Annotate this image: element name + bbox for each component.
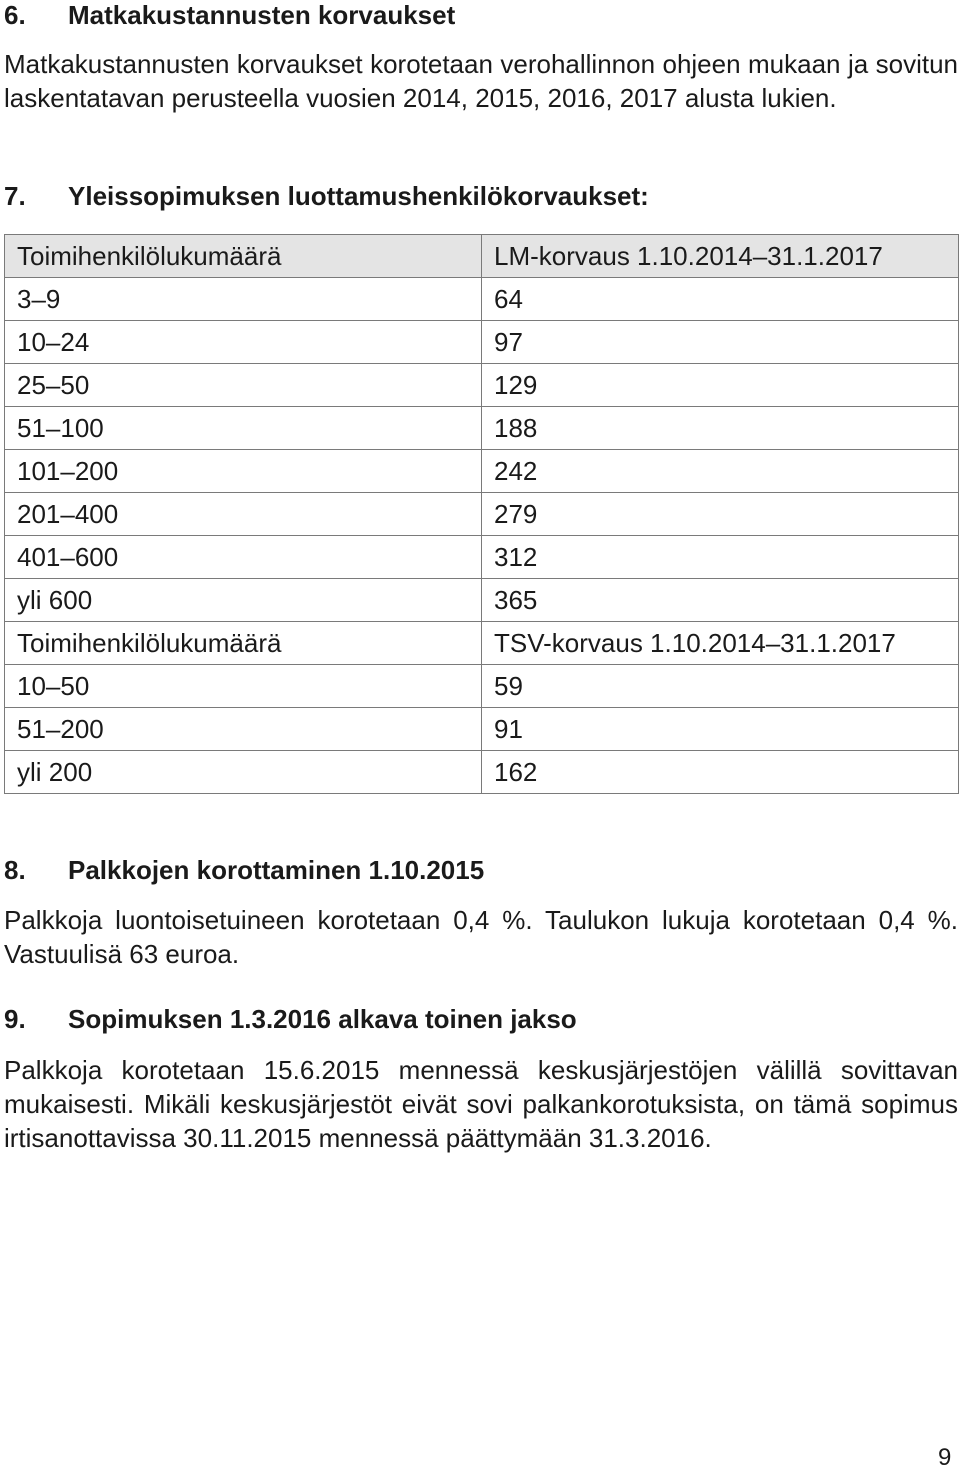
section-7-title: Yleissopimuksen luottamushenkilökorvaukset:: [68, 181, 649, 211]
table-row: [5, 364, 959, 407]
table-header-cell: Toimihenkilölukumäärä: [5, 235, 482, 278]
table-row: [5, 536, 959, 579]
section-8-title: Palkkojen korottaminen 1.10.2015: [68, 855, 485, 885]
section-6-paragraph: Matkakustannusten korvaukset korotetaan verohallinnon ohjeen mukaan ja sovitun laskentatavan perusteella vuosien 2014, 2015, 2016, 2017 alusta lukien.: [4, 49, 958, 113]
table-cell: 3–9: [5, 278, 482, 321]
page-number: 9: [938, 1444, 952, 1471]
table-cell: yli 600: [5, 579, 482, 622]
table-row: [5, 493, 959, 536]
section-9-title: Sopimuksen 1.3.2016 alkava toinen jakso: [68, 1004, 577, 1034]
section-8-heading: [4, 855, 484, 886]
table-cell: yli 200: [5, 751, 482, 794]
table-cell: 312: [482, 536, 959, 579]
table-cell: 242: [482, 450, 959, 493]
table-row: [5, 665, 959, 708]
section-9-paragraph: Palkkoja korotetaan 15.6.2015 mennessä keskusjärjestöjen välillä sovittavan mukaisesti. Mikäli keskusjärjestöt eivät sovi palkankorotuksista, on tämä sopimus irtisanottavissa 30.11.2015 mennessä päättymään 31.3.2016.: [4, 1055, 958, 1153]
section-9-number: 9.: [4, 1004, 26, 1034]
table-subheader-row-tsv: [5, 622, 959, 665]
table-cell: 129: [482, 364, 959, 407]
section-6-title: Matkakustannusten korvaukset: [68, 0, 456, 30]
table-cell: 101–200: [5, 450, 482, 493]
section-6-number: 6.: [4, 0, 26, 30]
table-cell: 10–24: [5, 321, 482, 364]
table-cell: 279: [482, 493, 959, 536]
section-8-paragraph: Palkkoja luontoisetuineen korotetaan 0,4 %. Taulukon lukuja korotetaan 0,4 %. Vastuulisä 63 euroa.: [4, 905, 958, 969]
section-6-heading: [4, 0, 455, 31]
table-cell: 59: [482, 665, 959, 708]
table-row: [5, 407, 959, 450]
section-8-number: 8.: [4, 855, 26, 885]
table-cell: 401–600: [5, 536, 482, 579]
table-cell: 188: [482, 407, 959, 450]
table-row: [5, 278, 959, 321]
table-cell: 162: [482, 751, 959, 794]
table-row: [5, 751, 959, 794]
table-cell: 25–50: [5, 364, 482, 407]
section-7-number: 7.: [4, 181, 26, 211]
table-cell: 10–50: [5, 665, 482, 708]
section-7-heading: [4, 181, 649, 212]
table-header-cell: Toimihenkilölukumäärä: [5, 622, 482, 665]
section-9-heading: [4, 1004, 577, 1035]
table-header-row-lm: [5, 235, 959, 278]
table-cell: 201–400: [5, 493, 482, 536]
table-cell: 64: [482, 278, 959, 321]
table-cell: 91: [482, 708, 959, 751]
table-row: [5, 321, 959, 364]
table-row: [5, 579, 959, 622]
table-header-cell: LM-korvaus 1.10.2014–31.1.2017: [482, 235, 959, 278]
table-row: [5, 450, 959, 493]
compensation-table: [4, 234, 959, 794]
table-cell: 97: [482, 321, 959, 364]
table-header-cell: TSV-korvaus 1.10.2014–31.1.2017: [482, 622, 959, 665]
table-cell: 51–100: [5, 407, 482, 450]
table-cell: 365: [482, 579, 959, 622]
table-row: [5, 708, 959, 751]
table-cell: 51–200: [5, 708, 482, 751]
